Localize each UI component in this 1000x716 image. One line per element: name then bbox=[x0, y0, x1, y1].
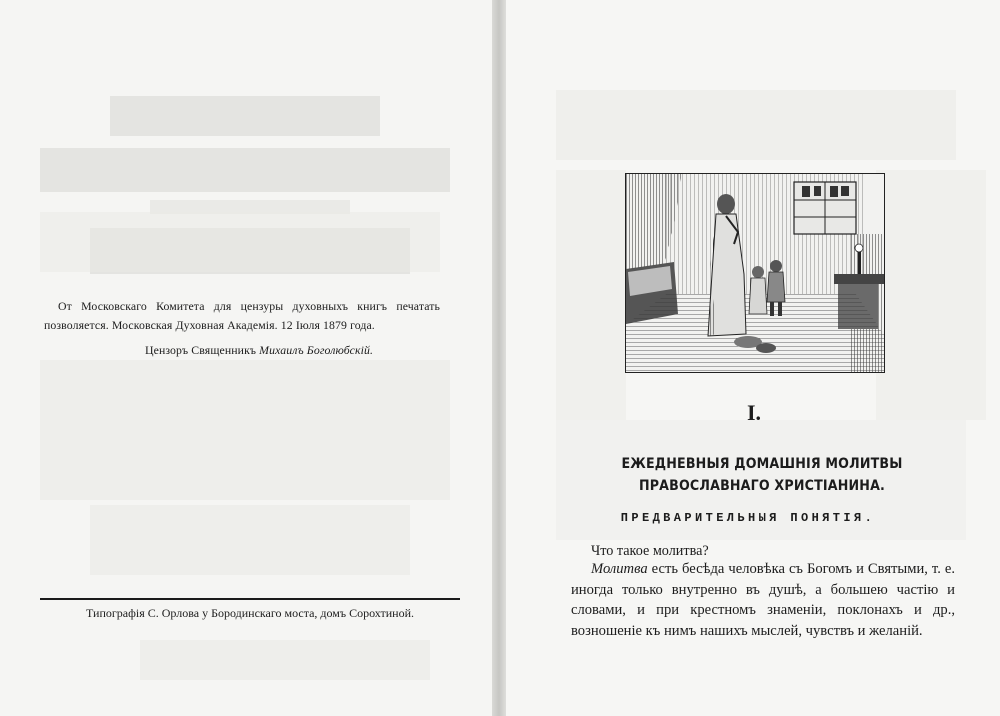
left-page bbox=[0, 0, 492, 716]
censor-signature bbox=[145, 341, 440, 360]
censor-approval bbox=[44, 297, 440, 360]
section-subheading: ПРЕДВАРИТЕЛЬНЫЯ ПОНЯТІЯ. bbox=[620, 511, 876, 525]
answer-text: есть бесѣда человѣка съ Богомъ и Святыми, т. е. иногда только внутренно въ душѣ, а большею частію и словами, и при крестномъ знаменіи, поклонахъ и др., возношеніе къ нимъ нашихъ мыслей, чувствъ и желаній. bbox=[571, 561, 955, 639]
catechism-question: Что такое молитва? bbox=[591, 543, 709, 559]
imprint-rule bbox=[40, 598, 460, 600]
bleed-through-text bbox=[876, 170, 986, 420]
bleed-through-text bbox=[40, 212, 440, 272]
censor-name: Михаилъ Боголюбскій. bbox=[259, 343, 374, 357]
bleed-through-text bbox=[40, 360, 450, 500]
bleed-through-text bbox=[140, 640, 430, 680]
printer-imprint: Типографія С. Орлова у Бородинскаго моста, домъ Сорохтиной. bbox=[85, 606, 415, 620]
bleed-through-title bbox=[110, 96, 380, 136]
bleed-through-title bbox=[40, 148, 450, 192]
bleed-through-text bbox=[556, 90, 956, 160]
book-gutter bbox=[492, 0, 506, 716]
chapter-number: I. bbox=[746, 400, 762, 425]
censor-prefix: Цензоръ Священникъ bbox=[145, 343, 257, 357]
catechism-answer bbox=[571, 559, 955, 641]
answer-term: Молитва bbox=[591, 561, 648, 577]
prayer-engraving-illustration bbox=[625, 173, 885, 373]
bleed-through-text bbox=[90, 505, 410, 575]
answer-paragraph bbox=[571, 559, 955, 641]
engraving-svg bbox=[626, 174, 884, 372]
chapter-heading: ЕЖЕДНЕВНЫЯ ДОМАШНІЯ МОЛИТВЫ ПРАВОСЛАВНАГО ХРИСТІАНИНА. bbox=[621, 456, 903, 494]
censor-text: От Московскаго Комитета для цензуры духовныхъ книгъ печатать позволяется. Московская Духовная Академія. 12 Іюля 1879 года. bbox=[44, 299, 440, 332]
bleed-through-text bbox=[556, 170, 626, 420]
